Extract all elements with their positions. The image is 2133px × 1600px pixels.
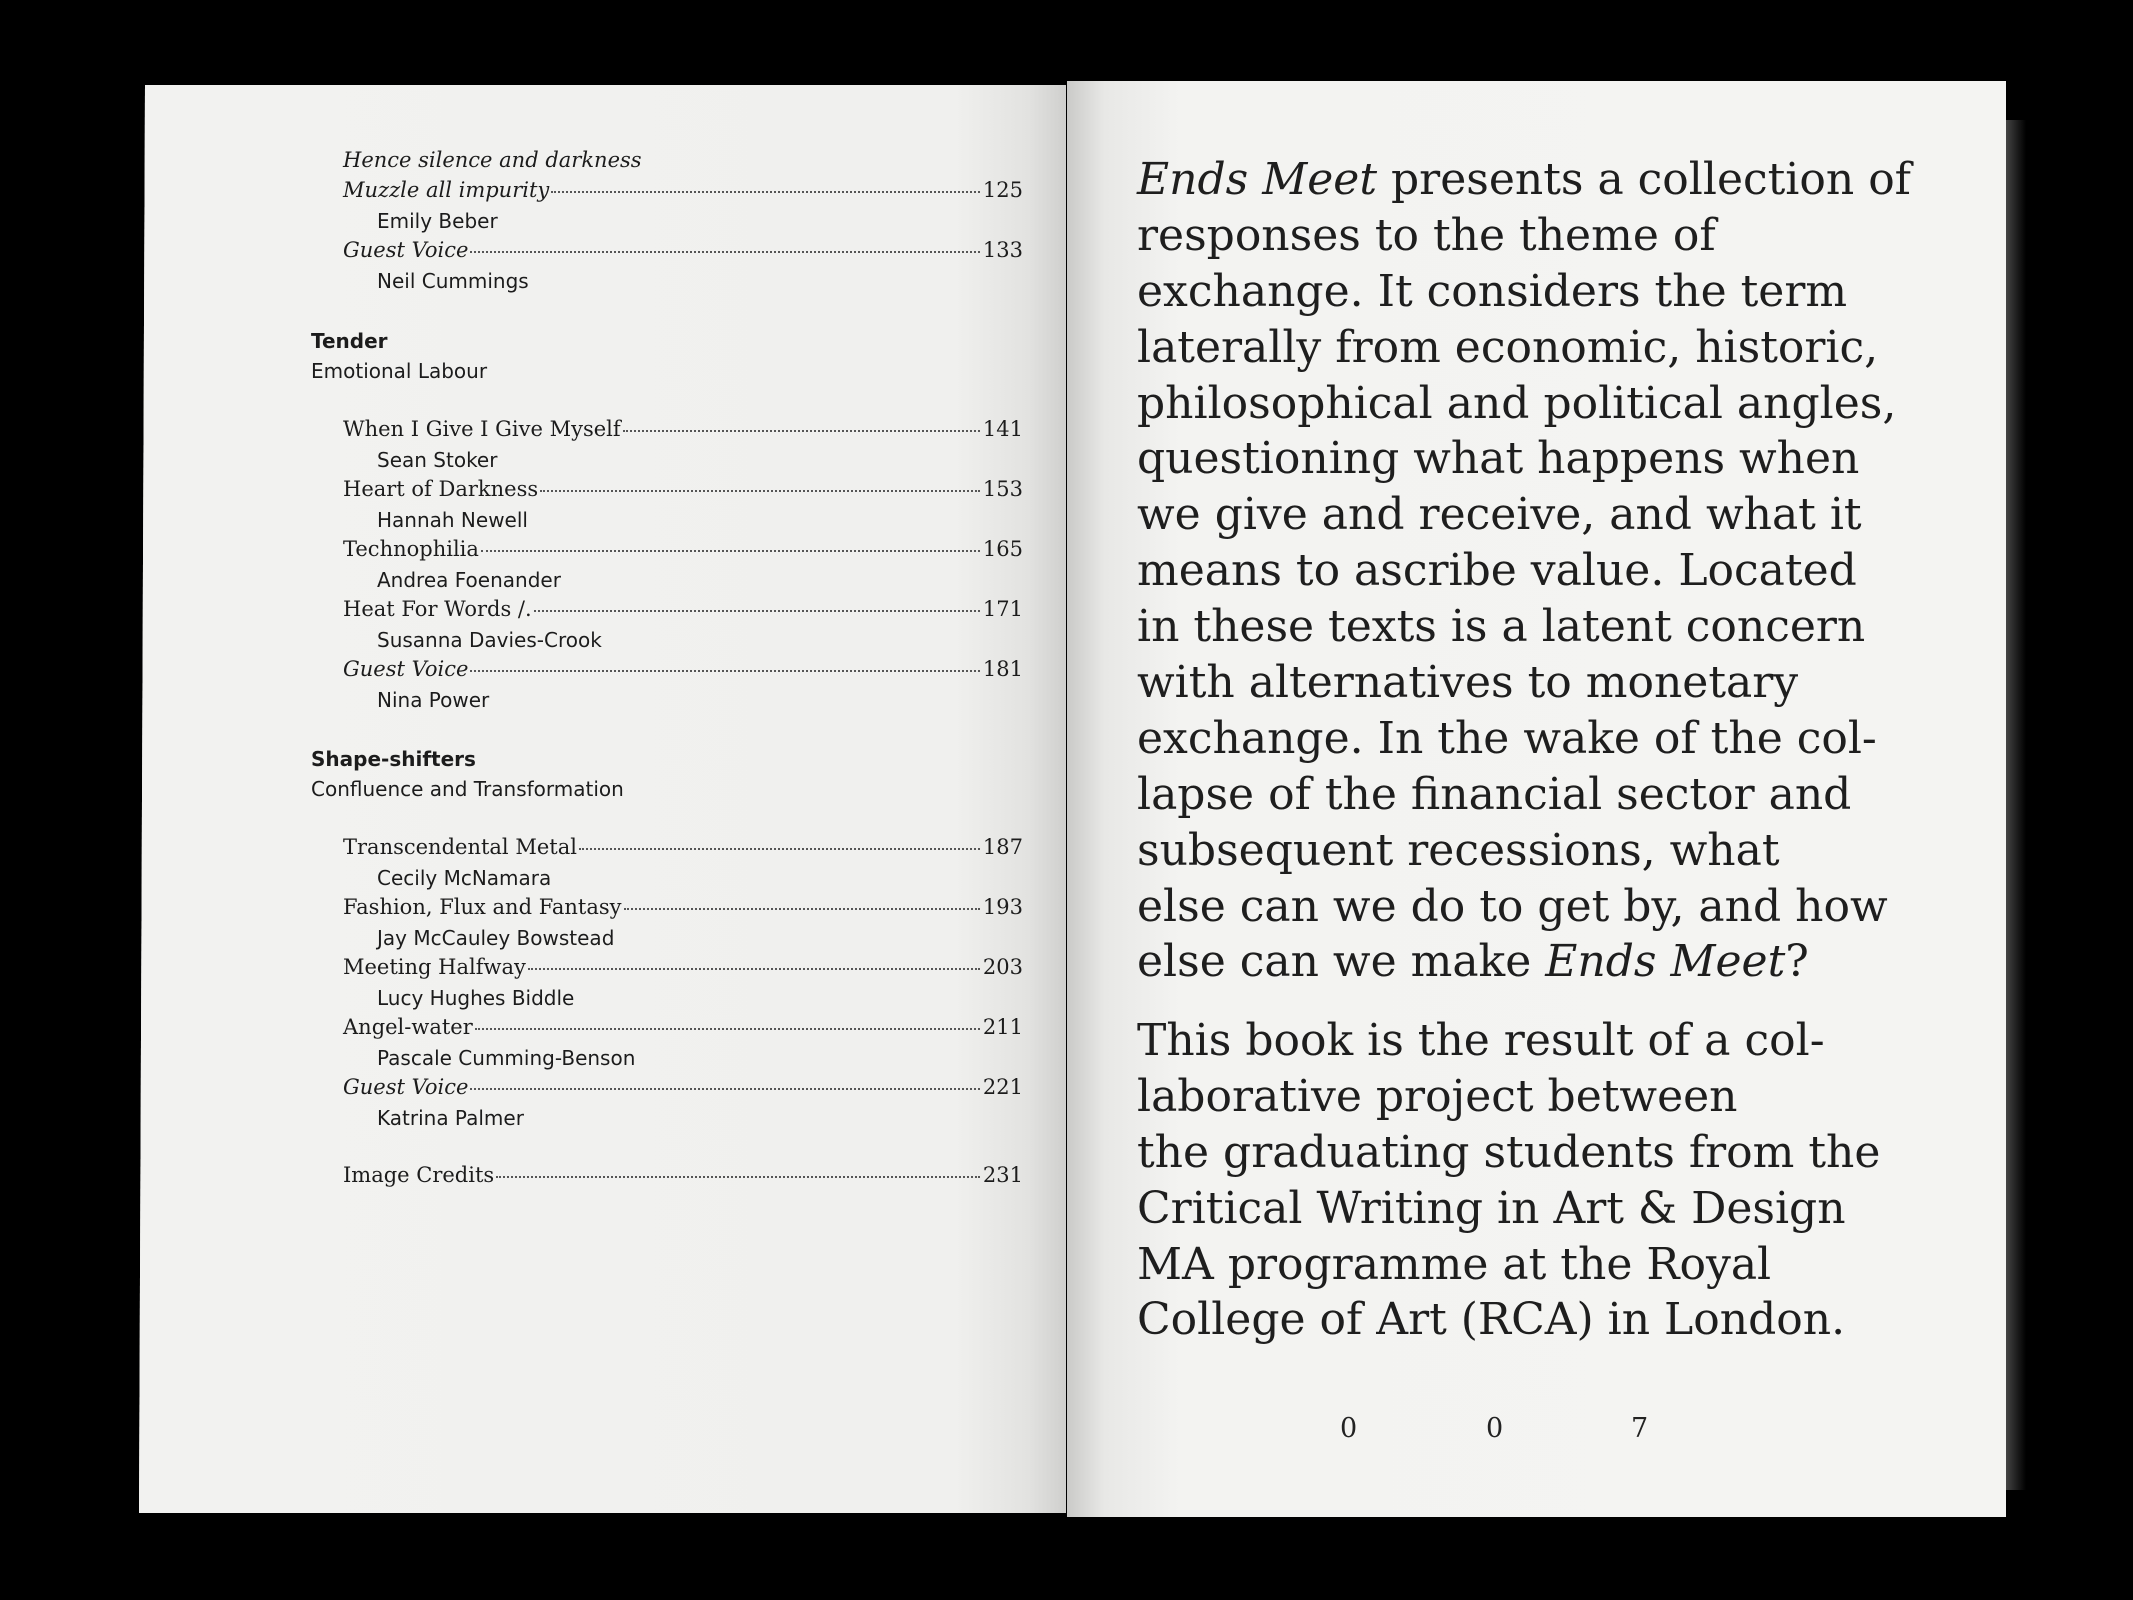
toc-page-number: 193 [982, 895, 1023, 919]
toc-entry[interactable] [343, 1075, 1023, 1099]
toc-entry-author: Emily Beber [377, 209, 498, 233]
toc-entry-title: Angel-water [343, 1015, 473, 1039]
text-line: MA programme at the Royal [1137, 1238, 1772, 1290]
toc-entry-title: Image Credits [343, 1163, 495, 1187]
toc-section-subtitle: Emotional Labour [311, 359, 488, 383]
dot-leader [540, 490, 980, 492]
text-line: laborative project between [1137, 1070, 1738, 1122]
dot-leader [624, 908, 980, 910]
toc-entry[interactable] [343, 178, 1023, 202]
text-line: we give and receive, and what it [1137, 489, 1862, 541]
toc-entry-author: Hannah Newell [377, 508, 528, 532]
toc-entry[interactable] [343, 657, 1023, 681]
page-number-digit: 0 [1340, 1413, 1358, 1444]
toc-entry[interactable] [343, 835, 1023, 859]
text-line: subsequent recessions, what [1137, 824, 1780, 876]
toc-section-subtitle: Confluence and Transformation [311, 777, 624, 801]
toc-entry[interactable] [343, 1163, 1023, 1187]
toc-page-number: 133 [982, 238, 1023, 262]
text-line: exchange. In the wake of the col- [1137, 712, 1877, 764]
toc-entry-author: Sean Stoker [377, 448, 498, 472]
intro-paragraph-2 [1137, 1013, 1987, 1348]
toc-entry-author: Andrea Foenander [377, 568, 561, 592]
text-line: laterally from economic, historic, [1137, 321, 1879, 373]
toc-entry-title: Hence silence and darkness [343, 148, 642, 172]
toc-page-number: 171 [982, 597, 1023, 621]
toc-entry-title: Muzzle all impurity [343, 178, 550, 202]
toc-page-number: 231 [982, 1163, 1023, 1187]
toc-entry-title: Meeting Halfway [343, 955, 526, 979]
toc-page-number: 165 [982, 537, 1023, 561]
toc-page-number: 141 [982, 417, 1023, 441]
page-block-edge [2006, 120, 2026, 1490]
toc-entry-title: Guest Voice [343, 238, 469, 262]
text-line: lapse of the financial sector and [1137, 768, 1852, 820]
toc-entry-author: Pascale Cumming-Benson [377, 1046, 636, 1070]
toc-entry[interactable] [343, 1015, 1023, 1039]
dot-leader [470, 1088, 980, 1090]
dot-leader [551, 191, 980, 193]
text-line: responses to the theme of [1137, 209, 1716, 261]
dot-leader [528, 968, 980, 970]
toc-entry-author: Lucy Hughes Biddle [377, 986, 575, 1010]
toc-entry-author: Neil Cummings [377, 269, 529, 293]
toc-entry-title: Transcendental Metal [343, 835, 577, 859]
toc-page-number: 187 [982, 835, 1023, 859]
page-number-digit: 7 [1631, 1413, 1649, 1444]
text-line: Ends Meet presents a collection of [1137, 154, 1911, 205]
toc-entry-author: Jay McCauley Bowstead [377, 926, 615, 950]
text-line: questioning what happens when [1137, 433, 1860, 485]
dot-leader [475, 1028, 980, 1030]
dot-leader [579, 848, 980, 850]
text-line: with alternatives to monetary [1137, 657, 1799, 709]
text-line: Critical Writing in Art & Design [1137, 1182, 1846, 1234]
dot-leader [470, 670, 980, 672]
dot-leader [534, 610, 980, 612]
text-line: College of Art (RCA) in London. [1137, 1294, 1846, 1346]
toc-entry-author: Nina Power [377, 688, 490, 712]
toc-entry-title: Technophilia [343, 537, 479, 561]
text-line: means to ascribe value. Located [1137, 545, 1857, 597]
dot-leader [470, 251, 980, 253]
toc-entry-author: Susanna Davies-Crook [377, 628, 602, 652]
toc-page-number: 181 [982, 657, 1023, 681]
toc-page-number: 211 [982, 1015, 1023, 1039]
text-line: the graduating students from the [1137, 1126, 1881, 1178]
text-line: else can we do to get by, and how [1137, 880, 1888, 932]
toc-page-number: 125 [982, 178, 1023, 202]
toc-entry-author: Cecily McNamara [377, 866, 552, 890]
toc-entry-title: Guest Voice [343, 657, 469, 681]
toc-entry[interactable] [343, 537, 1023, 561]
toc-page-number: 221 [982, 1075, 1023, 1099]
text-line: in these texts is a latent concern [1137, 601, 1866, 653]
text-line: philosophical and political angles, [1137, 377, 1897, 429]
toc-entry[interactable] [343, 417, 1023, 441]
toc-section-heading: Tender [311, 329, 388, 353]
toc-entry[interactable] [343, 955, 1023, 979]
text-line: exchange. It considers the term [1137, 265, 1848, 317]
dot-leader [623, 430, 980, 432]
toc-entry-title: When I Give I Give Myself [343, 417, 621, 441]
toc-section-heading: Shape-shifters [311, 747, 476, 771]
dot-leader [481, 550, 980, 552]
toc-entry-title: Heat For Words /. [343, 597, 532, 621]
toc-entry-title: Fashion, Flux and Fantasy [343, 895, 622, 919]
toc-page-number: 153 [982, 477, 1023, 501]
toc-entry-author: Katrina Palmer [377, 1106, 524, 1130]
toc-entry-title: Guest Voice [343, 1075, 469, 1099]
dot-leader [496, 1176, 980, 1178]
toc-page-number: 203 [982, 955, 1023, 979]
intro-paragraph-1 [1137, 152, 1987, 990]
toc-entry[interactable] [343, 597, 1023, 621]
toc-entry-title: Heart of Darkness [343, 477, 539, 501]
text-line: This book is the result of a col- [1137, 1015, 1825, 1066]
page-number-digit: 0 [1486, 1413, 1504, 1444]
toc-entry[interactable] [343, 895, 1023, 919]
toc-entry[interactable] [343, 238, 1023, 262]
toc-entry[interactable] [343, 477, 1023, 501]
text-line: else can we make Ends Meet? [1137, 936, 1809, 988]
